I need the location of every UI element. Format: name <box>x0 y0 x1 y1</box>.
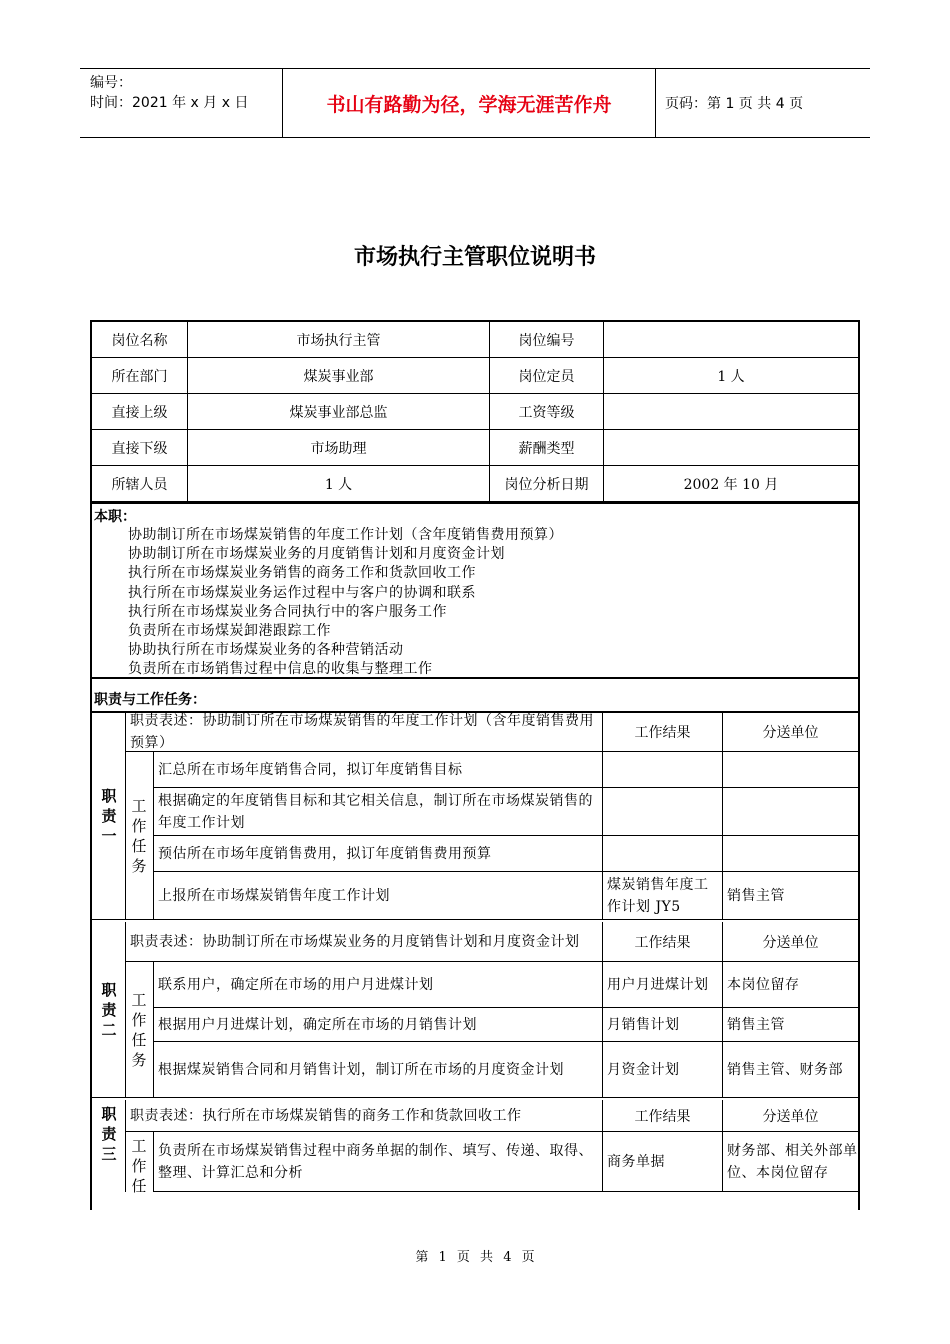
col-header-dest: 分送单位 <box>723 712 858 752</box>
info-label2-cell: 岗位分析日期 <box>490 466 604 502</box>
task-label-cell <box>126 752 154 920</box>
task-dest: 销售主管、财务部 <box>723 1042 858 1098</box>
duty-label: 职 责 三 <box>101 1105 117 1163</box>
info-label2-cell: 岗位编号 <box>490 322 604 358</box>
info-label1-cell: 直接上级 <box>92 394 188 430</box>
divider <box>92 502 858 504</box>
core-duty-item: 负责所在市场销售过程中信息的收集与整理工作 <box>128 661 433 678</box>
task-label-cell <box>126 962 154 1098</box>
info-value2-cell <box>604 430 858 466</box>
info-value1-cell: 煤炭事业部总监 <box>188 394 490 430</box>
header-motto: 书山有路勤为径，学海无涯苦作舟 <box>282 69 656 137</box>
task-text: 预估所在市场年度销售费用，拟订年度销售费用预算 <box>154 836 603 872</box>
core-duty-item: 负责所在市场煤炭卸港跟踪工作 <box>128 623 331 639</box>
task-dest <box>723 836 858 872</box>
col-header-result: 工作结果 <box>603 1100 723 1132</box>
header-page-info: 页码：第 1 页 共 4 页 <box>665 96 804 112</box>
info-label2-cell: 薪酬类型 <box>490 430 604 466</box>
info-value2-cell <box>604 394 858 430</box>
header-meta <box>80 69 280 141</box>
duty-statement: 职责表述：协助制订所在市场煤炭业务的月度销售计划和月度资金计划 <box>126 922 603 962</box>
job-description-table <box>90 320 860 1210</box>
info-label1-cell: 所辖人员 <box>92 466 188 502</box>
task-text: 上报所在市场煤炭销售年度工作计划 <box>154 872 603 920</box>
info-value2-cell: 2002 年 10 月 <box>604 466 858 502</box>
task-text: 根据确定的年度销售目标和其它相关信息，制订所在市场煤炭销售的年度工作计划 <box>154 788 603 836</box>
task-text: 负责所在市场煤炭销售过程中商务单据的制作、填写、传递、取得、整理、计算汇总和分析 <box>154 1132 603 1192</box>
col-header-result: 工作结果 <box>603 922 723 962</box>
core-duty-item: 协助制订所在市场煤炭业务的月度销售计划和月度资金计划 <box>128 546 505 563</box>
task-result: 月资金计划 <box>603 1042 723 1098</box>
col-header-dest: 分送单位 <box>723 1100 858 1132</box>
task-label-cell <box>126 1132 154 1195</box>
task-text: 联系用户，确定所在市场的用户月进煤计划 <box>154 962 603 1008</box>
duty-statement: 职责表述：协助制订所在市场煤炭销售的年度工作计划（含年度销售费用预算） <box>126 712 603 752</box>
core-duty-item: 执行所在市场煤炭业务合同执行中的客户服务工作 <box>128 603 447 620</box>
core-duties-label: 本职： <box>94 509 136 525</box>
duty-label-cell <box>92 712 126 920</box>
task-label: 工 作 任 务 <box>131 991 147 1069</box>
task-result <box>603 788 723 836</box>
info-value1-cell: 煤炭事业部 <box>188 358 490 394</box>
task-text: 根据用户月进煤计划，确定所在市场的月销售计划 <box>154 1008 603 1042</box>
task-dest: 销售主管 <box>723 872 858 920</box>
page-footer: 第 1 页 共 4 页 <box>415 1250 535 1265</box>
core-duty-item: 执行所在市场煤炭业务运作过程中与客户的协调和联系 <box>128 584 476 601</box>
info-value1-cell: 1 人 <box>188 466 490 502</box>
task-label: 工 作 任 务 <box>131 797 147 875</box>
page-header <box>80 68 870 138</box>
col-header-result: 工作结果 <box>603 712 723 752</box>
info-value2-cell <box>604 322 858 358</box>
task-text: 汇总所在市场年度销售合同，拟订年度销售目标 <box>154 752 603 788</box>
info-label1-cell: 岗位名称 <box>92 322 188 358</box>
duty-statement: 职责表述：执行所在市场煤炭销售的商务工作和货款回收工作 <box>126 1100 603 1132</box>
responsibilities-label: 职责与工作任务： <box>94 692 206 708</box>
info-label2-cell: 工资等级 <box>490 394 604 430</box>
duty-label: 职 责 二 <box>101 981 117 1039</box>
duty-label: 职 责 一 <box>101 787 117 845</box>
info-label1-cell: 所在部门 <box>92 358 188 394</box>
page-title: 市场执行主管职位说明书 <box>353 245 596 270</box>
duty-label-cell <box>92 922 126 1098</box>
task-result: 月销售计划 <box>603 1008 723 1042</box>
task-result <box>603 836 723 872</box>
task-result: 用户月进煤计划 <box>603 962 723 1008</box>
task-result: 商务单据 <box>603 1132 723 1192</box>
task-dest <box>723 788 858 836</box>
info-value2-cell: 1 人 <box>604 358 858 394</box>
task-dest: 财务部、相关外部单位、本岗位留存 <box>723 1132 858 1192</box>
task-text: 根据煤炭销售合同和月销售计划，制订所在市场的月度资金计划 <box>154 1042 603 1098</box>
header-date: 时间：2021 年 x 月 x 日 <box>90 95 249 111</box>
divider <box>92 677 858 679</box>
info-value1-cell: 市场执行主管 <box>188 322 490 358</box>
task-result: 煤炭销售年度工作计划 JY5 <box>603 872 723 920</box>
task-result <box>603 752 723 788</box>
task-dest: 本岗位留存 <box>723 962 858 1008</box>
duty-label-cell <box>92 1100 126 1192</box>
task-label: 工 作 任 <box>131 1137 147 1195</box>
info-value1-cell: 市场助理 <box>188 430 490 466</box>
info-label2-cell: 岗位定员 <box>490 358 604 394</box>
task-dest: 销售主管 <box>723 1008 858 1042</box>
header-number: 编号： <box>90 75 132 91</box>
task-dest <box>723 752 858 788</box>
info-label1-cell: 直接下级 <box>92 430 188 466</box>
col-header-dest: 分送单位 <box>723 922 858 962</box>
core-duty-item: 执行所在市场煤炭业务销售的商务工作和货款回收工作 <box>128 565 476 582</box>
core-duty-item: 协助执行所在市场煤炭业务的各种营销活动 <box>128 642 404 659</box>
core-duty-item: 协助制订所在市场煤炭销售的年度工作计划（含年度销售费用预算） <box>128 527 563 543</box>
